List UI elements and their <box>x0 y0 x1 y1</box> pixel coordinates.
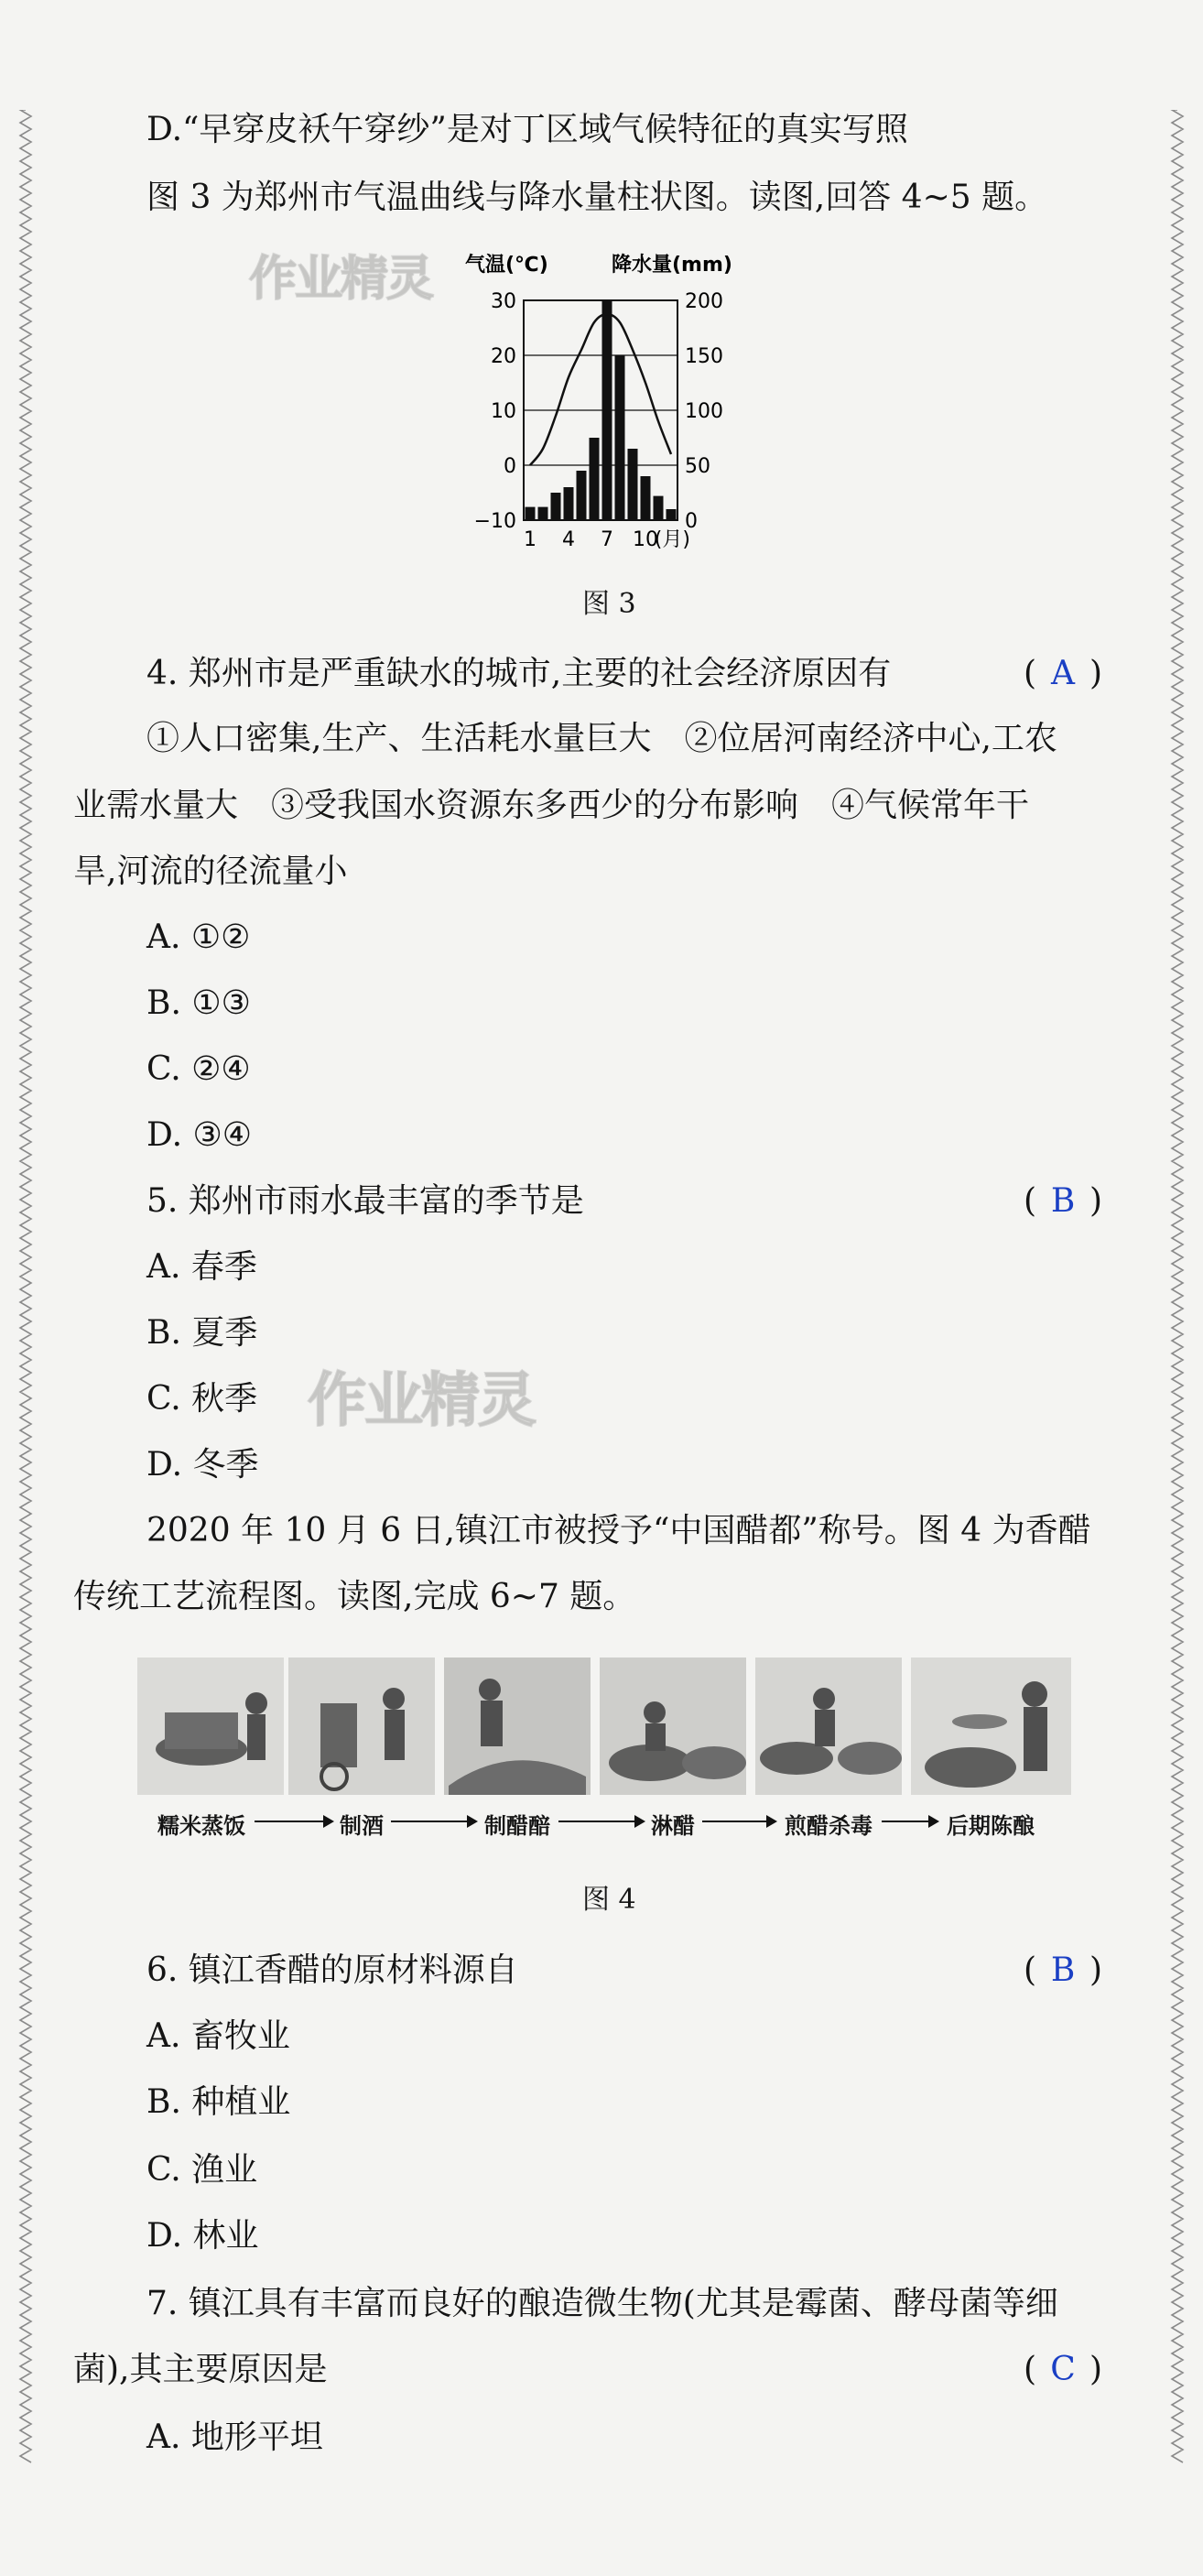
process-arrow-icon <box>391 1821 476 1822</box>
precip-bar-1 <box>526 507 536 520</box>
left-tick-label: 30 <box>491 290 516 313</box>
right-tick-label: 0 <box>685 510 698 533</box>
intro-figure-4-line-1: 2020 年 10 月 6 日,镇江市被授予“中国醋都”称号。图 4 为香醋 <box>146 1512 1091 1549</box>
question-7-line-2: 菌),其主要原因是 <box>73 2351 328 2388</box>
left-tick-label: 10 <box>491 400 516 423</box>
precip-bar-6 <box>590 438 600 520</box>
precip-bar-2 <box>538 507 548 520</box>
left-border-decoration <box>18 110 33 2466</box>
answer-letter: B <box>1050 1951 1076 1989</box>
question-5: 5. 郑州市雨水最丰富的季节是 <box>146 1182 584 1220</box>
answer-q4: ( A ) <box>1024 652 1102 696</box>
q4-option-c: C. ②④ <box>146 1050 251 1088</box>
option-d-previous: D.“早穿皮袄午穿纱”是对丁区域气候特征的真实写照 <box>146 111 908 148</box>
process-step-4: 淋醋 <box>651 1813 695 1839</box>
x-tick-label: 4 <box>562 528 575 551</box>
x-tick-label: 1 <box>524 528 536 551</box>
answer-letter: B <box>1050 1182 1076 1220</box>
left-tick-label: −10 <box>473 510 516 533</box>
q4-option-a: A. ①② <box>146 918 251 956</box>
intro-figure-3: 图 3 为郑州市气温曲线与降水量柱状图。读图,回答 4~5 题。 <box>146 179 1048 216</box>
intro-figure-4-line-2: 传统工艺流程图。读图,完成 6~7 题。 <box>73 1578 636 1615</box>
x-tick-label: 7 <box>601 528 613 551</box>
temperature-curve <box>530 314 671 465</box>
q4-statement-line-3: 旱,河流的径流量小 <box>73 853 348 890</box>
q6-option-a: A. 畜牧业 <box>146 2017 290 2055</box>
q5-option-d: D. 冬季 <box>146 1446 259 1484</box>
precip-bar-9 <box>628 449 638 520</box>
precip-bar-5 <box>577 471 587 520</box>
q6-option-b: B. 种植业 <box>146 2083 291 2121</box>
precip-bar-12 <box>667 509 677 520</box>
process-step-3: 制醋醅 <box>484 1813 550 1839</box>
right-tick-label: 200 <box>685 290 723 313</box>
question-7-line-1: 7. 镇江具有丰富而良好的酿造微生物(尤其是霉菌、酵母菌等细 <box>146 2285 1058 2322</box>
left-axis-label: 气温(℃) <box>465 254 548 277</box>
process-step-2: 制酒 <box>340 1813 384 1839</box>
watermark-text-top: 作业精灵 <box>249 252 433 307</box>
question-4: 4. 郑州市是严重缺水的城市,主要的社会经济原因有 <box>146 655 892 692</box>
watermark-text: 作业精灵 <box>308 1367 535 1435</box>
question-6: 6. 镇江香醋的原材料源自 <box>146 1951 518 1989</box>
vinegar-process-figure <box>128 1648 1080 1841</box>
x-unit-label: (月) <box>654 528 690 551</box>
right-tick-label: 100 <box>685 400 723 423</box>
figure-3-caption: 图 3 <box>582 588 636 620</box>
q5-option-a: A. 春季 <box>146 1248 257 1286</box>
climate-chart <box>439 245 751 557</box>
process-illustration <box>128 1648 1080 1795</box>
process-arrow-icon <box>702 1821 775 1822</box>
q4-option-b: B. ①③ <box>146 984 251 1022</box>
answer-q7: ( C ) <box>1024 2348 1102 2392</box>
process-arrow-icon <box>882 1821 937 1822</box>
process-step-6: 后期陈酿 <box>947 1813 1035 1839</box>
q6-option-d: D. 林业 <box>146 2217 259 2255</box>
q7-option-a: A. 地形平坦 <box>146 2418 323 2456</box>
right-tick-label: 50 <box>685 455 710 478</box>
precip-bar-11 <box>654 496 664 520</box>
q4-statement-line-1: ①人口密集,生产、生活耗水量巨大 ②位居河南经济中心,工农 <box>146 720 1057 757</box>
process-steps <box>128 1804 1080 1841</box>
process-arrow-icon <box>558 1821 644 1822</box>
answer-q6: ( B ) <box>1024 1949 1102 1993</box>
precip-bar-7 <box>602 300 612 520</box>
q5-option-b: B. 夏季 <box>146 1314 258 1352</box>
left-tick-label: 0 <box>504 455 516 478</box>
answer-letter: C <box>1050 2351 1076 2388</box>
right-tick-label: 150 <box>685 345 723 368</box>
process-step-1: 糯米蒸饭 <box>157 1813 245 1839</box>
precip-bar-10 <box>641 476 651 520</box>
process-step-5: 煎醋杀毒 <box>785 1813 872 1839</box>
q4-statement-line-2: 业需水量大 ③受我国水资源东多西少的分布影响 ④气候常年干 <box>73 787 1030 824</box>
answer-letter: A <box>1051 655 1076 692</box>
precip-bar-4 <box>564 487 574 520</box>
answer-q5: ( B ) <box>1024 1179 1102 1223</box>
q5-option-c: C. 秋季 <box>146 1380 258 1418</box>
q6-option-c: C. 渔业 <box>146 2151 258 2189</box>
q4-option-d: D. ③④ <box>146 1116 253 1154</box>
precip-bar-8 <box>615 355 625 520</box>
precip-bar-3 <box>551 493 561 520</box>
x-tick-label: 10 <box>633 528 658 551</box>
left-tick-label: 20 <box>491 345 516 368</box>
right-axis-label: 降水量(mm) <box>612 254 732 277</box>
right-border-decoration <box>1170 110 1185 2466</box>
figure-4-caption: 图 4 <box>582 1884 636 1916</box>
process-arrow-icon <box>255 1821 332 1822</box>
